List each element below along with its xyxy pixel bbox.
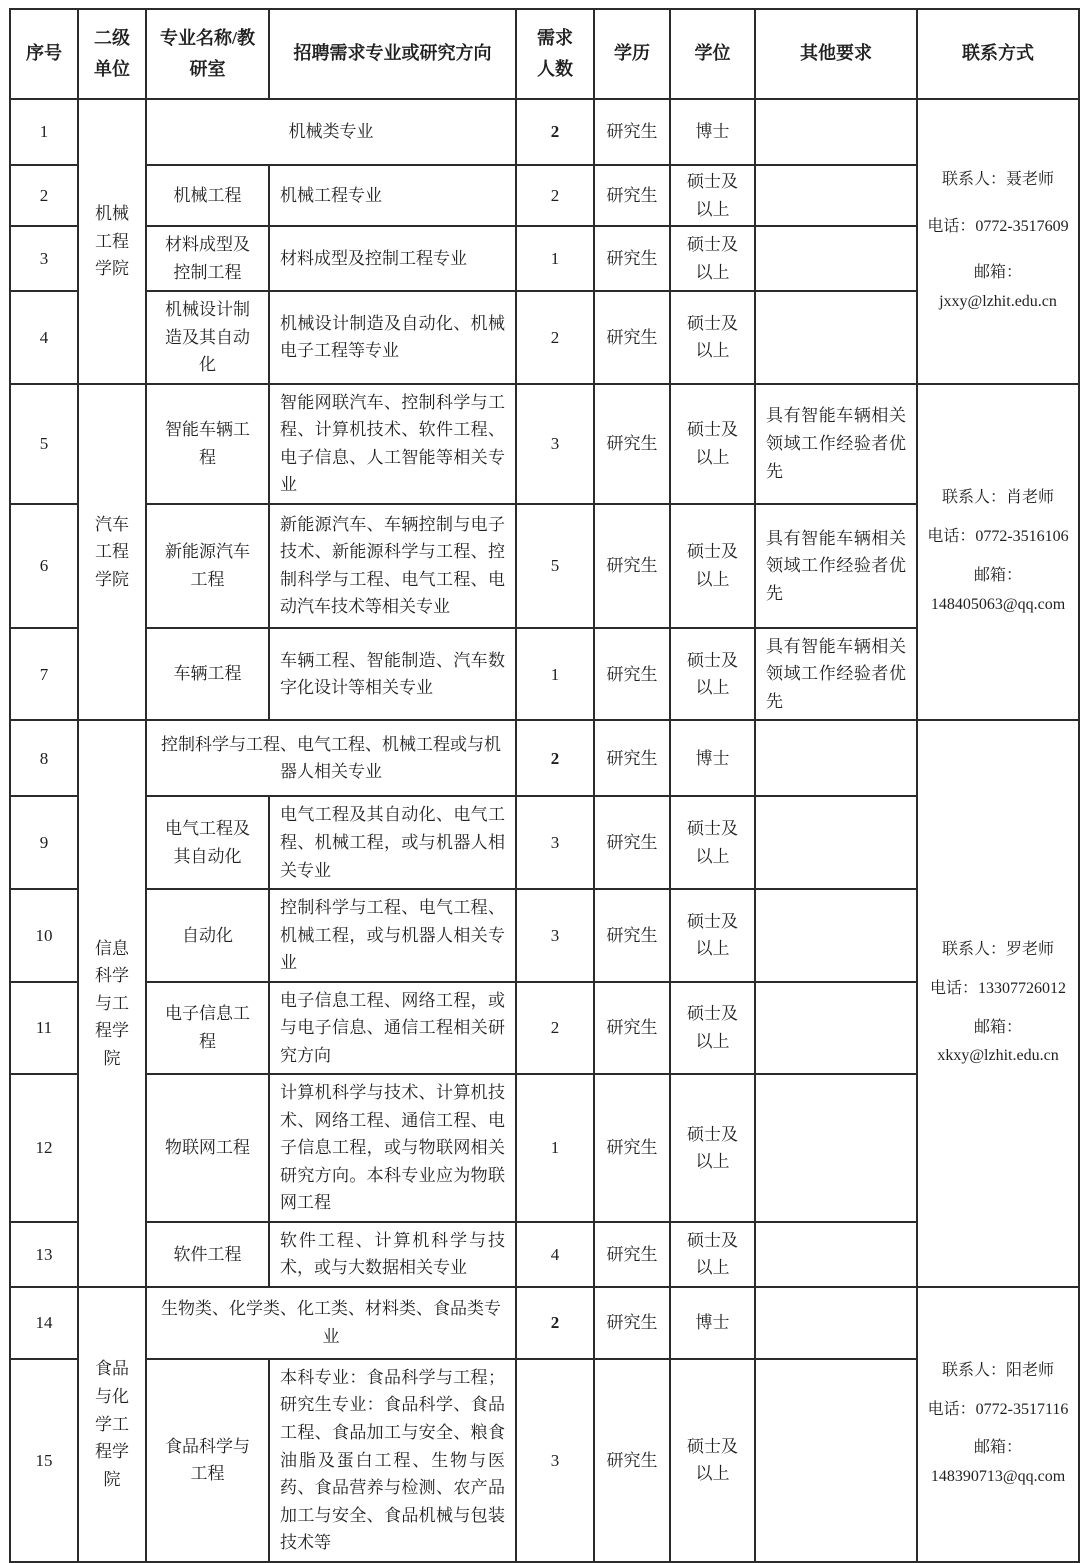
count-cell: 2 [516,720,594,796]
degree-cell: 硕士及以上 [670,1074,755,1222]
contact-phone: 电话：0772-3517116 [927,1400,1069,1418]
count-cell: 4 [516,1222,594,1287]
other-requirements-cell [755,99,917,165]
requirement-cell: 机械工程专业 [269,165,516,226]
requirement-cell: 计算机科学与技术、计算机技术、网络工程、通信工程、电子信息工程，或与物联网相关研究方向。本科专业应为物联网工程 [269,1074,516,1222]
col-header-other: 其他要求 [755,9,917,99]
index-cell: 10 [10,889,78,982]
contact-email-label: 邮箱： [973,567,1022,585]
office-cell: 车辆工程 [146,628,269,721]
contact-email: jxxy@lzhit.edu.cn [939,293,1057,311]
office-cell: 机械工程 [146,165,269,226]
contact-cell [917,1287,1079,1562]
index-cell: 6 [10,504,78,628]
requirement-cell: 本科专业：食品科学与工程；研究生专业：食品科学、食品工程、食品加工与安全、粮食油脂及蛋白工程、生物与医药、食品营养与检测、农产品加工与安全、食品机械与包装技术等 [269,1359,516,1562]
requirement-cell: 材料成型及控制工程专业 [269,226,516,291]
contact-cell [917,99,1079,384]
index-cell: 14 [10,1287,78,1359]
office-cell: 物联网工程 [146,1074,269,1222]
unit-cell: 汽车工程学院 [78,384,146,721]
count-cell: 2 [516,291,594,384]
other-requirements-cell [755,226,917,291]
office-cell: 食品科学与工程 [146,1359,269,1562]
contact-email-label: 邮箱： [973,1018,1022,1036]
degree-cell: 硕士及以上 [670,165,755,226]
degree-cell: 硕士及以上 [670,504,755,628]
education-cell: 研究生 [594,628,670,721]
degree-cell: 博士 [670,720,755,796]
other-requirements-cell: 具有智能车辆相关领域工作经验者优先 [755,628,917,721]
education-cell: 研究生 [594,889,670,982]
index-cell: 13 [10,1222,78,1287]
col-header-office: 专业名称/教研室 [146,9,269,99]
index-cell: 12 [10,1074,78,1222]
education-cell: 研究生 [594,226,670,291]
office-cell: 自动化 [146,889,269,982]
requirement-cell: 控制科学与工程、电气工程、机械工程，或与机器人相关专业 [269,889,516,982]
requirement-cell: 软件工程、计算机科学与技术，或与大数据相关专业 [269,1222,516,1287]
education-cell: 研究生 [594,982,670,1075]
contact-email-label: 邮箱： [973,1439,1022,1457]
unit-cell: 信息科学与工程学院 [78,720,146,1287]
requirement-cell: 生物类、化学类、化工类、材料类、食品类专业 [146,1287,516,1359]
requirement-cell: 新能源汽车、车辆控制与电子技术、新能源科学与工程、控制科学与工程、电气工程、电动汽车技术等相关专业 [269,504,516,628]
contact-person: 联系人：聂老师 [941,170,1054,188]
education-cell: 研究生 [594,1359,670,1562]
contact-phone: 电话：13307726012 [929,979,1066,997]
education-cell: 研究生 [594,291,670,384]
col-header-requirement: 招聘需求专业或研究方向 [269,9,516,99]
index-cell: 5 [10,384,78,504]
count-cell: 1 [516,226,594,291]
page [0,8,1080,1553]
col-header-education: 学历 [594,9,670,99]
index-cell: 8 [10,720,78,796]
contact-cell [917,720,1079,1287]
index-cell: 9 [10,796,78,889]
unit-cell: 食品与化学工程学院 [78,1287,146,1562]
other-requirements-cell [755,1222,917,1287]
col-header-unit: 二级单位 [78,9,146,99]
education-cell: 研究生 [594,99,670,165]
office-cell: 机械设计制造及其自动化 [146,291,269,384]
other-requirements-cell: 具有智能车辆相关领域工作经验者优先 [755,384,917,504]
other-requirements-cell [755,1074,917,1222]
degree-cell: 硕士及以上 [670,889,755,982]
col-header-contact: 联系方式 [917,9,1079,99]
count-cell: 5 [516,504,594,628]
index-cell: 4 [10,291,78,384]
other-requirements-cell [755,165,917,226]
degree-cell: 硕士及以上 [670,384,755,504]
degree-cell: 硕士及以上 [670,628,755,721]
education-cell: 研究生 [594,504,670,628]
degree-cell: 硕士及以上 [670,982,755,1075]
contact-email: 148390713@qq.com [930,1468,1066,1486]
requirement-cell: 车辆工程、智能制造、汽车数字化设计等相关专业 [269,628,516,721]
count-cell: 3 [516,889,594,982]
header-row [10,9,1079,99]
office-cell: 材料成型及控制工程 [146,226,269,291]
office-cell: 智能车辆工程 [146,384,269,504]
office-cell: 电子信息工程 [146,982,269,1075]
recruitment-table [9,8,1080,1563]
education-cell: 研究生 [594,1074,670,1222]
requirement-cell: 机械设计制造及自动化、机械电子工程等专业 [269,291,516,384]
education-cell: 研究生 [594,384,670,504]
index-cell: 1 [10,99,78,165]
requirement-cell: 智能网联汽车、控制科学与工程、计算机技术、软件工程、电子信息、人工智能等相关专业 [269,384,516,504]
degree-cell: 硕士及以上 [670,1222,755,1287]
other-requirements-cell [755,982,917,1075]
contact-email-label: 邮箱： [973,264,1022,282]
contact-email: 148405063@qq.com [930,595,1066,613]
table-row [10,720,1079,796]
other-requirements-cell [755,1287,917,1359]
index-cell: 3 [10,226,78,291]
table-row [10,384,1079,504]
contact-cell [917,384,1079,721]
office-cell: 新能源汽车工程 [146,504,269,628]
other-requirements-cell [755,796,917,889]
count-cell: 3 [516,1359,594,1562]
office-cell: 软件工程 [146,1222,269,1287]
count-cell: 1 [516,1074,594,1222]
count-cell: 2 [516,165,594,226]
contact-email: xkxy@lzhit.edu.cn [937,1047,1059,1065]
index-cell: 2 [10,165,78,226]
requirement-cell: 电气工程及其自动化、电气工程、机械工程，或与机器人相关专业 [269,796,516,889]
count-cell: 2 [516,99,594,165]
contact-person: 联系人：肖老师 [941,489,1054,507]
contact-phone: 电话：0772-3517609 [927,217,1069,235]
other-requirements-cell [755,291,917,384]
degree-cell: 硕士及以上 [670,226,755,291]
index-cell: 15 [10,1359,78,1562]
col-header-count: 需求人数 [516,9,594,99]
count-cell: 2 [516,982,594,1075]
degree-cell: 硕士及以上 [670,291,755,384]
education-cell: 研究生 [594,720,670,796]
degree-cell: 硕士及以上 [670,1359,755,1562]
table-row [10,1287,1079,1359]
requirement-cell: 机械类专业 [146,99,516,165]
education-cell: 研究生 [594,1287,670,1359]
contact-phone: 电话：0772-3516106 [927,528,1069,546]
requirement-cell: 控制科学与工程、电气工程、机械工程或与机器人相关专业 [146,720,516,796]
education-cell: 研究生 [594,796,670,889]
contact-person: 联系人：阳老师 [941,1361,1054,1379]
office-cell: 电气工程及其自动化 [146,796,269,889]
contact-person: 联系人：罗老师 [941,941,1054,959]
count-cell: 1 [516,628,594,721]
col-header-degree: 学位 [670,9,755,99]
table-row [10,99,1079,165]
education-cell: 研究生 [594,1222,670,1287]
degree-cell: 硕士及以上 [670,796,755,889]
count-cell: 2 [516,1287,594,1359]
other-requirements-cell [755,1359,917,1562]
education-cell: 研究生 [594,165,670,226]
count-cell: 3 [516,384,594,504]
degree-cell: 博士 [670,1287,755,1359]
index-cell: 7 [10,628,78,721]
count-cell: 3 [516,796,594,889]
col-header-index: 序号 [10,9,78,99]
other-requirements-cell [755,720,917,796]
requirement-cell: 电子信息工程、网络工程，或与电子信息、通信工程相关研究方向 [269,982,516,1075]
index-cell: 11 [10,982,78,1075]
other-requirements-cell: 具有智能车辆相关领域工作经验者优先 [755,504,917,628]
unit-cell: 机械工程学院 [78,99,146,384]
other-requirements-cell [755,889,917,982]
degree-cell: 博士 [670,99,755,165]
